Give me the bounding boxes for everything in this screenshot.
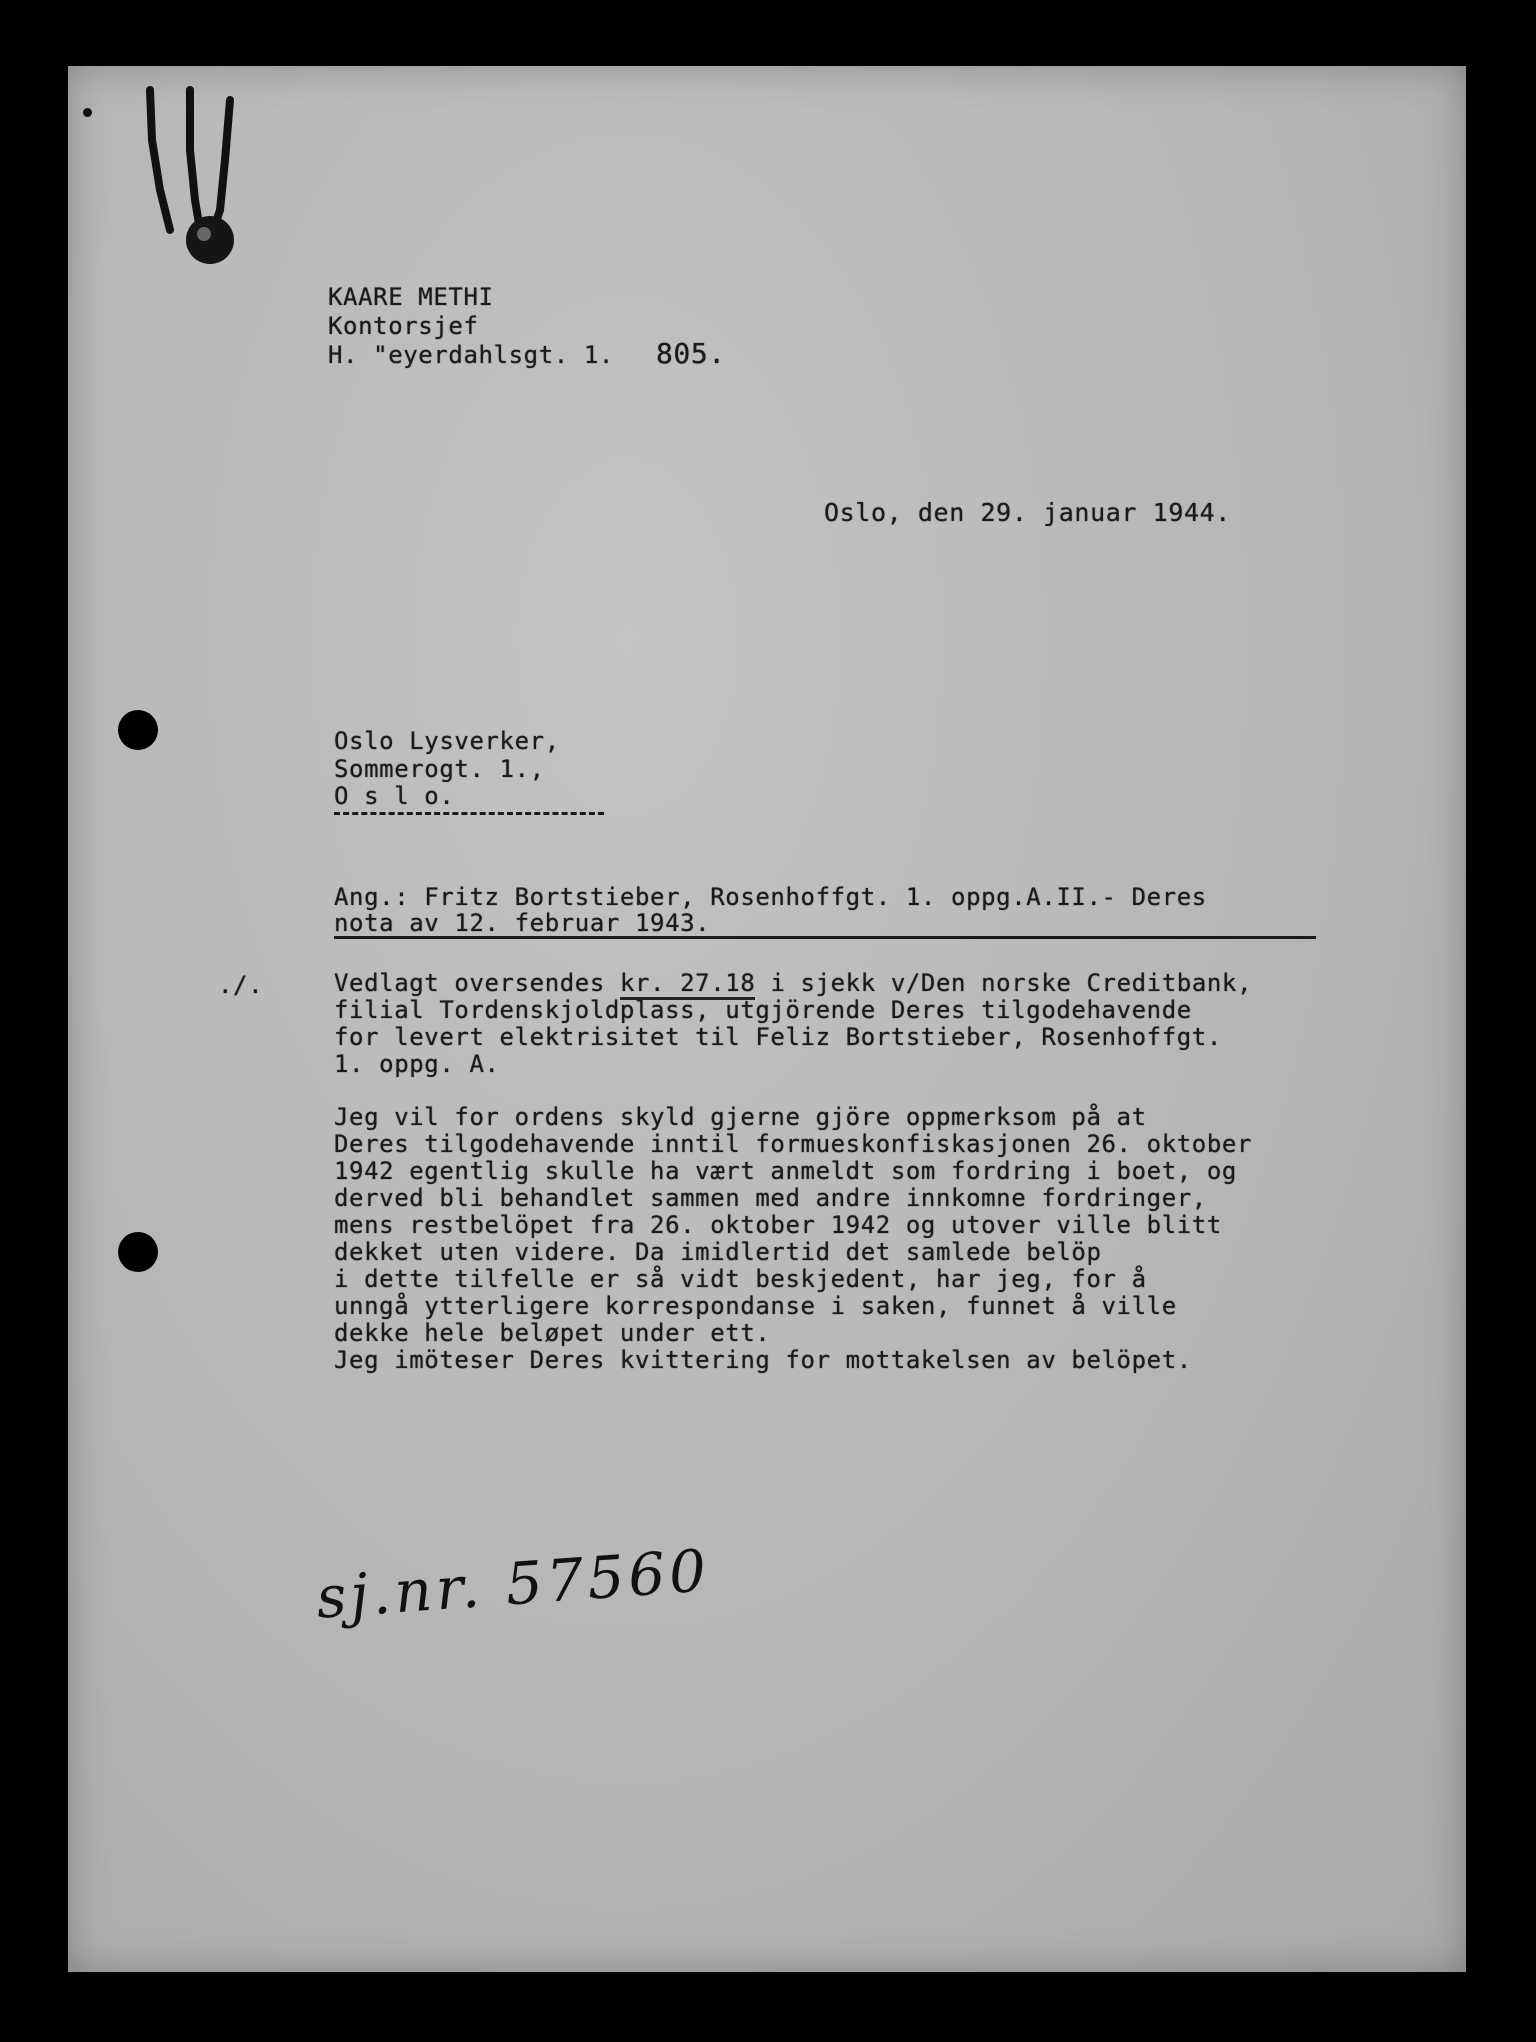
para2-line-7: i dette tilfelle er så vidt beskjedent, har jeg, for å <box>334 1265 1147 1293</box>
para1-line-1 <box>334 970 1252 996</box>
para1-line-2: filial Tordenskjoldplass, utgjörende Deres tilgodehavende <box>334 996 1192 1024</box>
para2-line-9: dekke hele beløpet under ett. <box>334 1319 771 1347</box>
para2-line-6: dekket uten videre. Da imidlertid det samlede belöp <box>334 1238 1102 1266</box>
sender-address <box>328 337 726 370</box>
para1-line-4: 1. oppg. A. <box>334 1050 500 1078</box>
date-line: Oslo, den 29. januar 1944. <box>824 498 1231 527</box>
sender-number: 805. <box>655 337 726 370</box>
handwritten-journal-number: sj.nr. 57560 <box>314 1536 713 1632</box>
enclosure-mark: ./. <box>218 971 264 999</box>
para2-line-3: 1942 egentlig skulle ha vært anmeldt som fordring i boet, og <box>334 1157 1237 1185</box>
punch-hole-bottom <box>118 1232 158 1272</box>
para2-line-8: unngå ytterligere korrespondanse i saken, funnet å ville <box>334 1292 1177 1320</box>
sender-name: KAARE METHI <box>328 283 494 311</box>
recipient-dashed-rule <box>334 812 604 815</box>
sender-street: H. "eyerdahlsgt. 1. <box>328 341 614 369</box>
para2-line-1: Jeg vil for ordens skyld gjerne gjöre oppmerksom på at <box>334 1103 1147 1131</box>
para1-text-b: i sjekk v/Den norske Creditbank, <box>755 969 1253 997</box>
corner-speck <box>83 108 92 117</box>
recipient-line-2: Sommerogt. 1., <box>334 755 545 783</box>
subject-underline <box>334 936 1316 939</box>
amount: kr. 27.18 <box>620 969 755 1000</box>
para2-line-5: mens restbelöpet fra 26. oktober 1942 og utover ville blitt <box>334 1211 1222 1239</box>
subject-line-2: nota av 12. februar 1943. <box>334 909 711 937</box>
staple-mark-icon <box>130 80 300 280</box>
recipient-line-1: Oslo Lysverker, <box>334 727 560 755</box>
punch-hole-top <box>118 710 158 750</box>
sender-title: Kontorsjef <box>328 312 479 340</box>
para2-line-10: Jeg imöteser Deres kvittering for mottakelsen av belöpet. <box>334 1346 1192 1374</box>
recipient-line-3: O s l o. <box>334 782 455 810</box>
para1-text-a: Vedlagt oversendes <box>334 969 620 997</box>
subject-line-1: Ang.: Fritz Bortstieber, Rosenhoffgt. 1. oppg.A.II.- Deres <box>334 883 1207 911</box>
para2-line-2: Deres tilgodehavende inntil formueskonfiskasjonen 26. oktober <box>334 1130 1253 1158</box>
para2-line-4: derved bli behandlet sammen med andre innkomne fordringer, <box>334 1184 1207 1212</box>
para1-line-3: for levert elektrisitet til Feliz Bortstieber, Rosenhoffgt. <box>334 1023 1222 1051</box>
